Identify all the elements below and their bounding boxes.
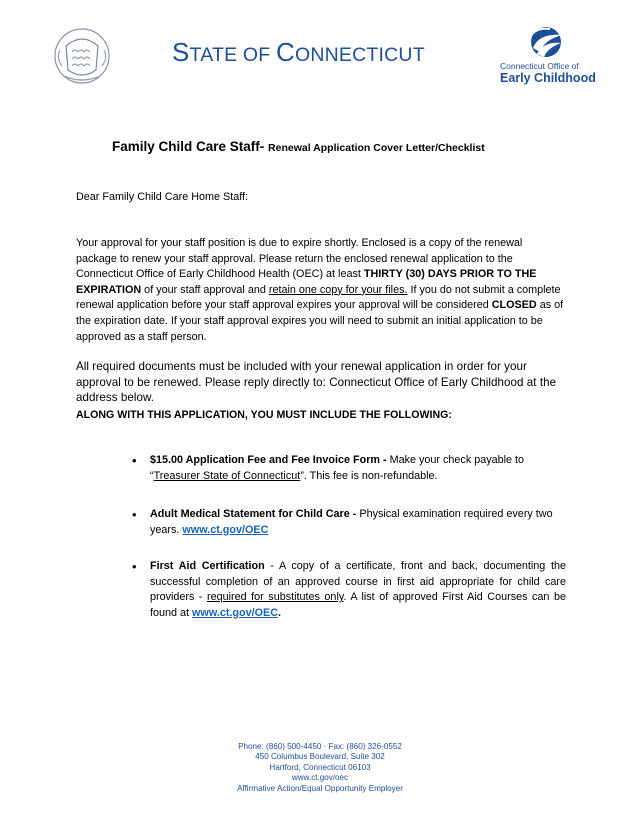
salutation: Dear Family Child Care Home Staff: [76,191,249,203]
footer-statement: Affirmative Action/Equal Opportunity Employer [237,783,403,793]
footer-phone: Phone: (860) 500-4450 · Fax: (860) 326-0552 [238,742,402,751]
title-main: Family Child Care Staff- [112,139,265,154]
list-item-first-aid [132,559,566,621]
text-run: Adult Medical Statement for Child Care - [150,508,360,520]
list-item-medical-statement [132,507,566,538]
list-item-application-fee [132,453,566,484]
state-seal-icon [52,26,112,86]
bullet-icon: • [132,559,137,574]
oec-logo-line2: Early Childhood [500,71,596,85]
text-run: $15.00 Application Fee and Fee Invoice Form - [150,454,390,466]
required-documents-paragraph: All required documents must be included with your renewal application in order for your approval to be renewed. Please reply directly to: Connecticut Office of Early Childhood at the address below. [76,360,557,404]
text-run: of your staff approval and [141,283,269,296]
text-run: CLOSED [491,299,537,312]
oec-website-link[interactable]: www.ct.gov/OEC [192,606,279,619]
text-run: . A list of approved First Aid Courses can be found at [150,591,566,619]
state-title [172,37,425,68]
title-letters: TATE OF [189,44,277,66]
text-run: . [278,606,282,619]
text-run: THIRTY (30) DAYS PRIOR TO THE EXPIRATION [76,268,537,296]
text-run: required for substitutes only [207,591,344,604]
title-letters: ONNECTICUT [295,44,425,66]
footer-street: 450 Columbus Boulevard, Suite 302 [255,752,385,762]
oec-logo [500,26,600,88]
text-run: - A copy of a certificate, front and back, documenting the successful completion of an approved course in first aid appropriate for child care providers - [150,560,566,604]
footer-city: Hartford, Connecticut 06103 [269,762,371,772]
list-item-text [150,560,566,619]
text-run: Make your check payable to “ [150,454,525,482]
text-run: First Aid Certification [150,560,265,572]
bullet-icon: • [132,507,137,522]
text-run: Your approval for your staff position is due to expire shortly. Enclosed is a copy of the renewal package to renew your staff approval. Please return the enclosed renewal application to the Connecticut Office of Early Childhood Health (OEC) at least [76,237,523,281]
list-item-text [150,454,524,482]
text-run: Treasurer State of Connecticut [153,469,301,482]
text-run: Physical examination required every two years. [150,508,553,536]
document-title [112,139,485,154]
bullet-icon: • [132,453,137,468]
oec-logo-line1: Connecticut Office of [500,61,579,71]
approval-paragraph [76,236,566,345]
text-run: retain one copy for your files. [268,283,408,296]
title-letters: S [172,37,190,67]
text-run: If you do not submit a complete renewal application before your staff approval expires your approval will be considered [76,283,561,312]
text-run: as of the expiration date. If your staff approval expires you will need to submit an initial application to be approved as a staff person. [76,299,564,343]
title-letters: C [276,37,295,67]
footer [0,742,640,794]
title-sub: Renewal Application Cover Letter/Checklist [268,142,485,154]
text-run: ”. This fee is non-refundable. [300,469,438,482]
requirements-heading: ALONG WITH THIS APPLICATION, YOU MUST INCLUDE THE FOLLOWING: [76,409,452,421]
footer-web[interactable]: www.ct.gov/oec [291,773,349,783]
list-item-text [150,508,553,536]
oec-website-link[interactable]: www.ct.gov/OEC [182,523,269,536]
oec-hands-icon [528,26,564,60]
